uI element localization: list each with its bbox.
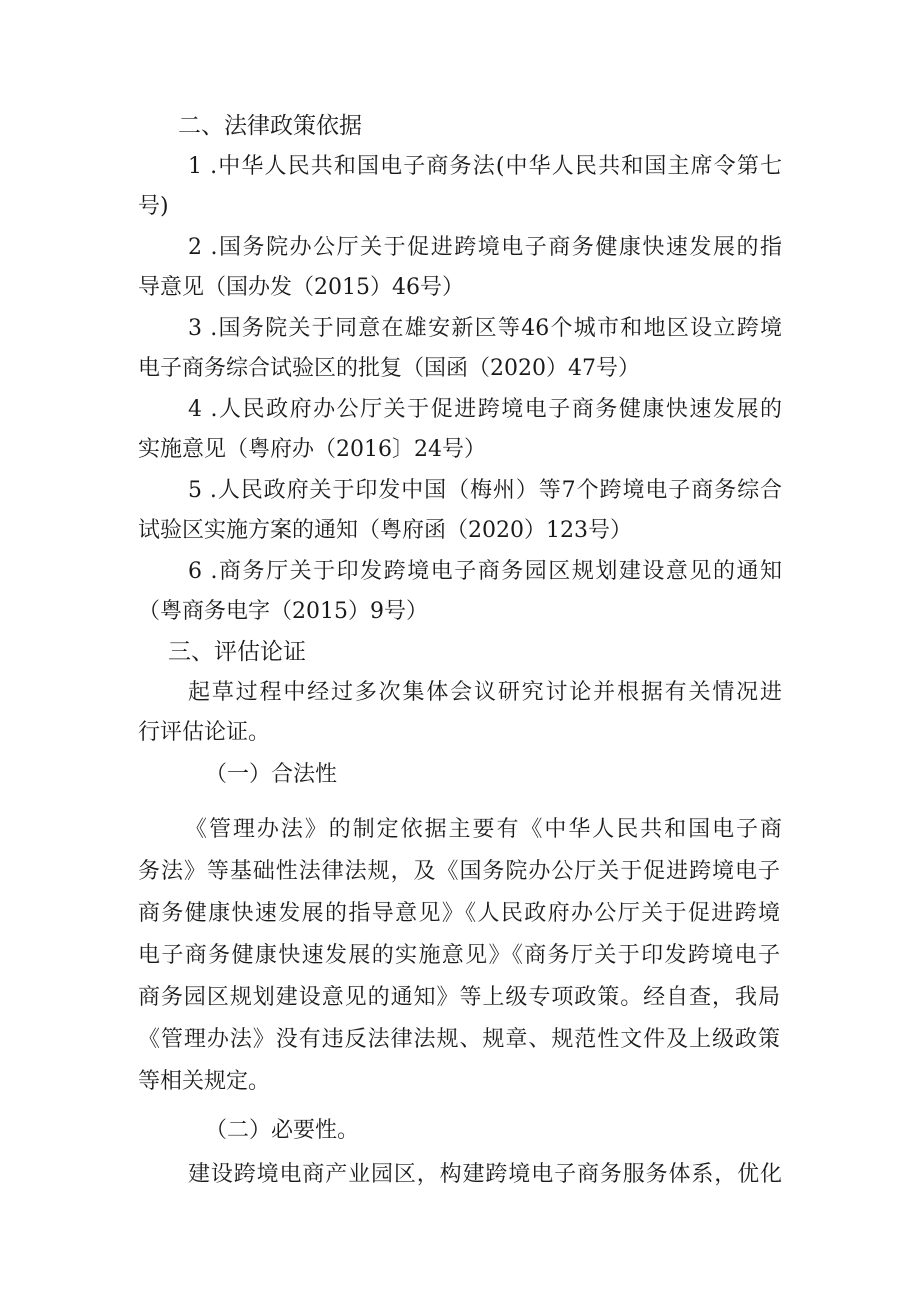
policy-item-5-line-2: 试验区实施方案的通知（粤府函（2020）123号） — [138, 518, 632, 543]
assessment-intro-line-2: 行评估论证。 — [138, 720, 271, 745]
policy-item-2-line-1: 2 .国务院办公厅关于促进跨境电子商务健康快速发展的指 — [188, 235, 782, 260]
policy-item-4-line-2: 实施意见（粤府办（2016〕24号） — [138, 437, 486, 462]
policy-item-1-line-2: 号) — [138, 194, 169, 219]
assessment-intro-line-1: 起草过程中经过多次集体会议研究讨论并根据有关情况进 — [188, 680, 782, 705]
policy-item-3-line-1: 3 .国务院关于同意在雄安新区等46个城市和地区设立跨境 — [188, 316, 782, 341]
legality-line-7: 等相关规定。 — [138, 1069, 271, 1094]
legality-line-6: 《管理办法》没有违反法律法规、规章、规范性文件及上级政策 — [138, 1027, 780, 1052]
section-heading-policy-basis: 二、法律政策依据 — [178, 113, 362, 139]
policy-item-5-line-1: 5 .人民政府关于印发中国（梅州）等7个跨境电子商务综合 — [188, 478, 782, 503]
subsection-title-necessity: （二）必要性。 — [205, 1118, 360, 1143]
necessity-line-1: 建设跨境电商产业园区，构建跨境电子商务服务体系，优化 — [188, 1162, 782, 1187]
policy-item-4-line-1: 4 .人民政府办公厅关于促进跨境电子商务健康快速发展的 — [188, 397, 782, 422]
policy-item-2-line-2: 导意见（国办发（2015）46号） — [138, 275, 464, 300]
section-heading-assessment: 三、评估论证 — [168, 639, 306, 665]
policy-item-3-line-2: 电子商务综合试验区的批复（国函（2020）47号） — [138, 356, 640, 381]
policy-item-6-line-1: 6 .商务厅关于印发跨境电子商务园区规划建设意见的通知 — [188, 559, 782, 584]
legality-line-3: 商务健康快速发展的指导意见》《人民政府办公厅关于促进跨境 — [138, 901, 780, 926]
legality-line-2: 务法》等基础性法律法规，及《国务院办公厅关于促进跨境电子 — [138, 859, 780, 884]
subsection-title-legality: （一）合法性 — [205, 762, 338, 787]
legality-line-1: 《管理办法》的制定依据主要有《中华人民共和国电子商 — [185, 817, 782, 842]
policy-item-6-line-2: （粤商务电字（2015）9号） — [138, 599, 428, 624]
legality-line-4: 电子商务健康快速发展的实施意见》《商务厅关于印发跨境电子 — [138, 943, 780, 968]
policy-item-1-line-1: 1 .中华人民共和国电子商务法(中华人民共和国主席令第七 — [188, 154, 782, 179]
legality-line-5: 商务园区规划建设意见的通知》等上级专项政策。经自查，我局 — [138, 985, 780, 1010]
